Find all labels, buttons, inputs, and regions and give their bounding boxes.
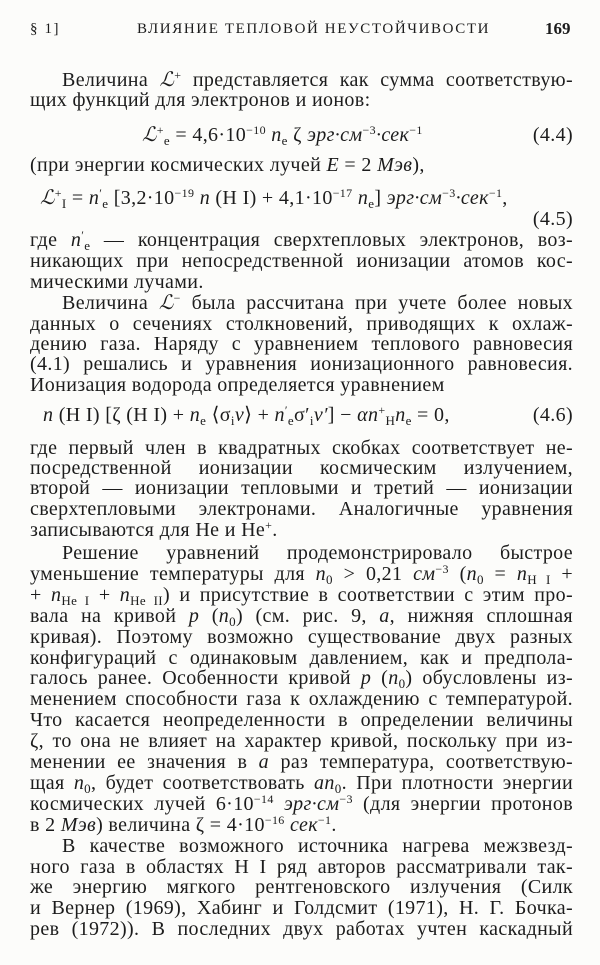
text-segment: записываются для He и He	[30, 519, 266, 541]
text-line	[30, 584, 573, 606]
subscript: e	[200, 413, 207, 428]
text-segment: v	[234, 404, 245, 426]
text-segment: Что касается неопределенности в определении величины	[30, 709, 573, 731]
text-segment: n	[315, 563, 327, 585]
superscript: −1	[409, 123, 423, 137]
text-segment: , будет соответствовать	[91, 772, 315, 794]
text-segment: (при энергии космических лучей	[30, 154, 327, 176]
text-line	[30, 814, 573, 836]
text-segment: ] −	[327, 404, 358, 426]
text-segment: σ′	[294, 404, 310, 426]
superscript: −	[173, 291, 181, 305]
text-segment: (для энергии протонов	[352, 793, 573, 815]
text-segment: ]	[374, 187, 387, 209]
equation-label	[30, 208, 573, 230]
text-line	[30, 457, 573, 479]
text-segment: и Вернер (1969), Хабинг и Голдсмит (1971), Н. Г. Бочка-	[30, 897, 573, 919]
superscript: −3	[435, 562, 449, 576]
superscript: +	[174, 68, 182, 82]
text-segment: αn	[357, 404, 379, 426]
text-segment: (	[199, 605, 219, 627]
text-segment: щих функций для электронов и ионов:	[30, 89, 371, 111]
text-line	[30, 437, 573, 459]
subscript: 0	[229, 614, 236, 629]
text-segment: Ионизация водорода определяется уравнением	[30, 374, 445, 396]
equation-number: (4.4)	[532, 124, 573, 146]
text-line	[30, 271, 573, 293]
superscript: −14	[253, 792, 274, 806]
text-line	[30, 626, 573, 648]
text-segment: n	[395, 404, 406, 426]
text-line	[30, 876, 573, 898]
text-line	[62, 292, 573, 314]
text-segment: p	[188, 605, 200, 627]
text-line	[30, 897, 573, 919]
text-segment: ζ	[287, 124, 308, 146]
page-number: 169	[545, 19, 571, 38]
text-segment: n	[271, 124, 282, 146]
section-number: § 1]	[30, 21, 61, 37]
text-line	[30, 374, 573, 396]
text-line	[30, 856, 573, 878]
text-segment: n	[466, 563, 477, 585]
text-segment: эрг·см	[307, 124, 363, 146]
running-title: ВЛИЯНИЕ ТЕПЛОВОЙ НЕУСТОЙЧИВОСТИ	[137, 21, 491, 37]
text-line	[30, 313, 573, 335]
text-segment: ℒ	[158, 292, 174, 314]
text-segment: менением способности газа к охлаждению с температурой.	[30, 688, 573, 710]
text-segment: n	[43, 404, 54, 426]
superscript: ′	[284, 403, 288, 417]
text-segment: (H I) [ζ (H I) +	[53, 404, 190, 426]
text-line	[30, 250, 573, 272]
equation-4-5	[40, 187, 573, 209]
text-segment: p	[360, 667, 372, 689]
text-segment: n	[388, 667, 399, 689]
text-segment: кривая). Поэтому возможно существование двух разных	[30, 626, 573, 648]
text-segment: ⟩ +	[244, 404, 275, 426]
text-line	[30, 709, 573, 731]
text-segment: n	[70, 229, 82, 251]
superscript: −10	[246, 123, 266, 137]
text-segment: a	[258, 751, 270, 773]
text-segment: = 2	[339, 154, 378, 176]
subscript: e	[405, 413, 412, 428]
superscript: +	[265, 518, 273, 532]
subscript: 0	[398, 676, 406, 691]
text-segment: рев (1972)). В последних двух работах учтен каскадный	[30, 918, 573, 940]
text-segment: [3,2·10	[108, 187, 175, 209]
text-segment: (	[371, 667, 389, 689]
text-segment: =	[483, 563, 517, 585]
text-line	[30, 563, 573, 585]
text-segment: a	[379, 605, 390, 627]
subscript: e	[281, 133, 288, 148]
text-segment: = 4,6·10	[170, 124, 247, 146]
superscript: −1	[488, 186, 503, 200]
text-segment: же энергию мягкого рентгеновского излучения (Силк	[30, 876, 573, 898]
superscript: +	[378, 403, 386, 417]
text-segment: +	[550, 563, 573, 585]
text-line	[30, 647, 573, 669]
text-segment: ℒ	[142, 124, 157, 146]
text-segment: (	[448, 563, 467, 585]
text-segment: E	[326, 154, 340, 176]
subscript: I	[61, 196, 67, 211]
superscript: −1	[317, 813, 332, 827]
text-line	[30, 751, 573, 773]
text-segment: =	[66, 187, 89, 209]
text-line	[30, 605, 573, 627]
subscript: e	[287, 413, 295, 428]
text-segment: Мэв	[60, 814, 97, 836]
text-segment: (4.5)	[532, 208, 573, 230]
text-segment: ,	[502, 187, 508, 209]
text-segment: где первый член в квадратных скобках соответствует не-	[30, 437, 573, 459]
text-segment: уменьшение температуры для	[30, 563, 316, 585]
text-segment: n	[189, 404, 201, 426]
text-segment: ℒ	[40, 187, 55, 209]
text-segment: эрг·см	[386, 187, 443, 209]
text-segment: +	[89, 584, 120, 606]
text-segment: n	[73, 772, 85, 794]
text-segment: в 2	[30, 814, 61, 836]
superscript: ′	[81, 228, 85, 242]
superscript: ′	[99, 186, 103, 200]
subscript: H I	[527, 572, 551, 587]
text-segment: .	[272, 519, 278, 541]
text-segment: ·сек	[455, 187, 489, 209]
subscript: e	[368, 196, 375, 211]
text-segment: n	[218, 605, 230, 627]
text-segment: v′	[313, 404, 328, 426]
text-line	[62, 69, 573, 91]
subscript: i	[309, 413, 314, 428]
text-line	[30, 89, 573, 111]
text-line	[62, 542, 573, 564]
text-segment: ℒ	[159, 69, 175, 91]
text-segment: раз температура, соответствую-	[269, 751, 573, 773]
text-line	[30, 688, 573, 710]
subscript: 0	[476, 572, 484, 587]
superscript: +	[156, 123, 164, 137]
text-segment: ) обусловлены из-	[405, 667, 573, 689]
text-segment: сверхтепловыми электронами. Аналогичные уравнения	[30, 498, 573, 520]
text-segment: ) и присутствие в соответствии с этим про-	[162, 584, 573, 606]
text-segment: дению газа. Наряду с уравнением теплового равновесия	[30, 333, 573, 355]
text-line	[30, 730, 573, 752]
text-segment: ⟨σ	[206, 404, 231, 426]
text-segment: (H I) + 4,1·10	[210, 187, 333, 209]
text-segment: ),	[412, 154, 425, 176]
text-line	[30, 229, 573, 251]
subscript: e	[163, 133, 171, 148]
subscript: 0	[326, 572, 333, 587]
text-segment: сек	[290, 814, 318, 836]
text-segment: +	[30, 584, 51, 606]
subscript: i	[230, 413, 235, 428]
text-segment: — концентрация сверхтепловых электронов, воз-	[90, 229, 573, 251]
text-segment: n	[50, 584, 62, 606]
superscript: −3	[362, 123, 376, 137]
text-segment: где	[30, 229, 71, 251]
text-segment: n	[88, 187, 100, 209]
text-segment: космических лучей 6·10	[30, 793, 254, 815]
equation-4-4	[142, 124, 573, 146]
superscript: −16	[264, 813, 285, 827]
text-segment: представляется как сумма соответствую-	[181, 69, 573, 91]
text-segment: данных о сечениях столкновений, приводящих к охлаж-	[30, 313, 573, 335]
text-line	[30, 793, 573, 815]
superscript: −3	[339, 792, 353, 806]
text-segment: .	[331, 814, 337, 836]
superscript: −19	[174, 186, 195, 200]
text-segment: ζ, то она не влияет на характер кривой, поскольку при из-	[30, 730, 573, 752]
text-line	[30, 477, 573, 499]
subscript: He I	[61, 593, 90, 608]
text-line	[30, 918, 573, 940]
text-segment: ·сек	[375, 124, 410, 146]
subscript: 0	[84, 781, 92, 796]
subscript: He II	[130, 593, 163, 608]
text-segment: n	[119, 584, 131, 606]
text-segment: посредственной ионизации космическим излучением,	[30, 457, 573, 479]
text-line	[30, 772, 573, 794]
text-line	[62, 835, 573, 857]
text-segment: менении ее значения в	[30, 751, 259, 773]
text-segment: конфигураций с одинаковым давлением, как и предпола-	[30, 647, 573, 669]
subscript: e	[84, 238, 91, 253]
text-segment: Мэв	[377, 154, 413, 176]
subscript: e	[102, 196, 109, 211]
text-segment: мическими лучами.	[30, 271, 204, 293]
text-segment: Решение уравнений продемонстрировало быстрое	[62, 542, 573, 564]
text-segment	[274, 793, 284, 815]
text-line	[30, 333, 573, 355]
text-segment: Величина	[62, 292, 159, 314]
subscript: H	[385, 413, 396, 428]
text-segment: > 0,21	[332, 563, 414, 585]
text-line	[30, 667, 573, 689]
text-segment: В качестве возможного источника нагрева межзвезд-	[62, 835, 573, 857]
superscript: −3	[442, 186, 456, 200]
text-segment: an	[314, 772, 335, 794]
text-line	[30, 519, 573, 541]
text-line	[30, 154, 573, 176]
equation-4-6	[43, 404, 573, 426]
text-segment: n	[274, 404, 285, 426]
text-segment: = 0,	[411, 404, 450, 426]
equation-number: (4.6)	[532, 404, 573, 426]
text-segment: ) (см. рис. 9,	[235, 605, 380, 627]
text-segment: n	[199, 187, 211, 209]
text-segment: . При плотности энергии	[341, 772, 573, 794]
text-segment: Величина	[62, 69, 160, 91]
text-segment: была рассчитана при учете более новых	[180, 292, 573, 314]
text-segment: вала на кривой	[30, 605, 189, 627]
text-segment: см	[413, 563, 436, 585]
subscript: 0	[334, 781, 342, 796]
superscript: +	[54, 186, 62, 200]
text-segment: ного газа в областях H I ряд авторов рассматривали так-	[30, 856, 573, 878]
text-segment: n	[357, 187, 369, 209]
text-segment: второй — ионизации тепловыми и третий — ионизации	[30, 477, 573, 499]
text-segment: галось ранее. Особенности кривой	[30, 667, 361, 689]
text-segment: (4.1) решались и уравнения ионизационного равновесия.	[30, 353, 573, 375]
text-segment: щая	[30, 772, 74, 794]
text-segment: никающих при непосредственной ионизации атомов кос-	[30, 250, 573, 272]
text-segment: , нижняя сплошная	[389, 605, 573, 627]
superscript: −17	[332, 186, 353, 200]
text-segment: n	[516, 563, 528, 585]
text-segment: ) величина ζ = 4·10	[96, 814, 265, 836]
text-segment: эрг·см	[283, 793, 340, 815]
text-line	[30, 498, 573, 520]
text-line	[30, 353, 573, 375]
